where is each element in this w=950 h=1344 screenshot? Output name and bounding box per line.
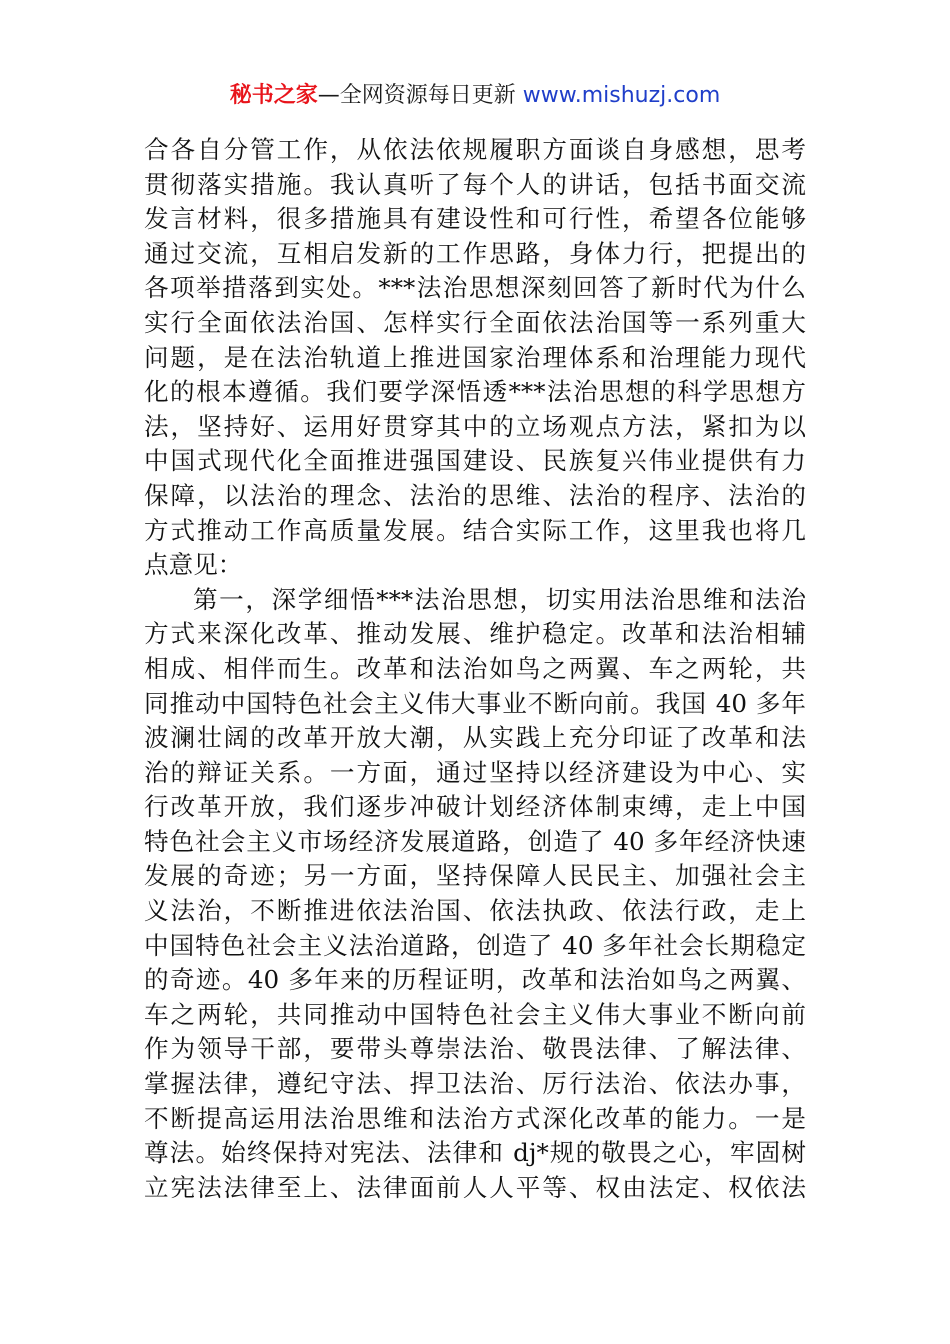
text-line: 保障，以法治的理念、法治的思维、法治的程序、法治的 xyxy=(144,480,806,510)
text-line: 各项举措落到实处。***法治思想深刻回答了新时代为什么 xyxy=(144,273,806,303)
site-url[interactable]: www.mishuzj.com xyxy=(522,83,721,108)
document-body xyxy=(144,133,806,1205)
text-line: 义法治，不断推进依法治国、依法执政、依法行政，走上 xyxy=(144,896,806,926)
text-line: 问题，是在法治轨道上推进国家治理体系和治理能力现代 xyxy=(144,342,806,372)
text-line: 的奇迹。40 多年来的历程证明，改革和法治如鸟之两翼、 xyxy=(144,965,806,995)
text-line: 掌握法律，遵纪守法、捍卫法治、厉行法治、依法办事， xyxy=(144,1069,806,1099)
text-line: 车之两轮，共同推动中国特色社会主义伟大事业不断向前 xyxy=(144,999,806,1029)
text-line: 第一，深学细悟***法治思想，切实用法治思维和法治 xyxy=(193,584,806,614)
text-line: 发言材料，很多措施具有建设性和可行性，希望各位能够 xyxy=(144,204,806,234)
text-line: 波澜壮阔的改革开放大潮，从实践上充分印证了改革和法 xyxy=(144,723,806,753)
text-line: 方式来深化改革、推动发展、维护稳定。改革和法治相辅 xyxy=(144,619,806,649)
text-line: 行改革开放，我们逐步冲破计划经济体制束缚，走上中国 xyxy=(144,792,806,822)
text-line: 尊法。始终保持对宪法、法律和 dj*规的敬畏之心，牢固树 xyxy=(144,1138,806,1168)
text-line: 治的辩证关系。一方面，通过坚持以经济建设为中心、实 xyxy=(144,757,806,787)
text-line: 方式推动工作高质量发展。结合实际工作，这里我也将几 xyxy=(144,515,806,545)
brand-name: 秘书之家 xyxy=(229,83,318,108)
text-line: 中国式现代化全面推进强国建设、民族复兴伟业提供有力 xyxy=(144,446,806,476)
text-line: 法，坚持好、运用好贯穿其中的立场观点方法，紧扣为以 xyxy=(144,411,806,441)
text-line: 化的根本遵循。我们要学深悟透***法治思想的科学思想方 xyxy=(144,377,806,407)
text-line: 不断提高运用法治思维和法治方式深化改革的能力。一是 xyxy=(144,1103,806,1133)
text-line: 同推动中国特色社会主义伟大事业不断向前。我国 40 多年 xyxy=(144,688,806,718)
text-line: 点意见： xyxy=(144,550,243,580)
text-line: 通过交流，互相启发新的工作思路，身体力行，把提出的 xyxy=(144,238,806,268)
text-line: 发展的奇迹；另一方面，坚持保障人民民主、加强社会主 xyxy=(144,861,806,891)
text-line: 贯彻落实措施。我认真听了每个人的讲话，包括书面交流 xyxy=(144,169,806,199)
text-line: 立宪法法律至上、法律面前人人平等、权由法定、权依法 xyxy=(144,1172,806,1202)
text-line: 特色社会主义市场经济发展道路，创造了 40 多年经济快速 xyxy=(144,826,806,856)
text-line: 相成、相伴而生。改革和法治如鸟之两翼、车之两轮，共 xyxy=(144,653,806,683)
text-line: 实行全面依法治国、怎样实行全面依法治国等一系列重大 xyxy=(144,307,806,337)
paragraph-1 xyxy=(144,133,806,583)
page-header xyxy=(0,80,950,112)
header-tagline: —全网资源每日更新 xyxy=(317,83,523,108)
paragraph-2 xyxy=(144,583,806,1206)
text-line: 中国特色社会主义法治道路，创造了 40 多年社会长期稳定 xyxy=(144,930,806,960)
text-line: 作为领导干部，要带头尊崇法治、敬畏法律、了解法律、 xyxy=(144,1034,806,1064)
text-line: 合各自分管工作，从依法依规履职方面谈自身感想，思考 xyxy=(144,135,806,164)
